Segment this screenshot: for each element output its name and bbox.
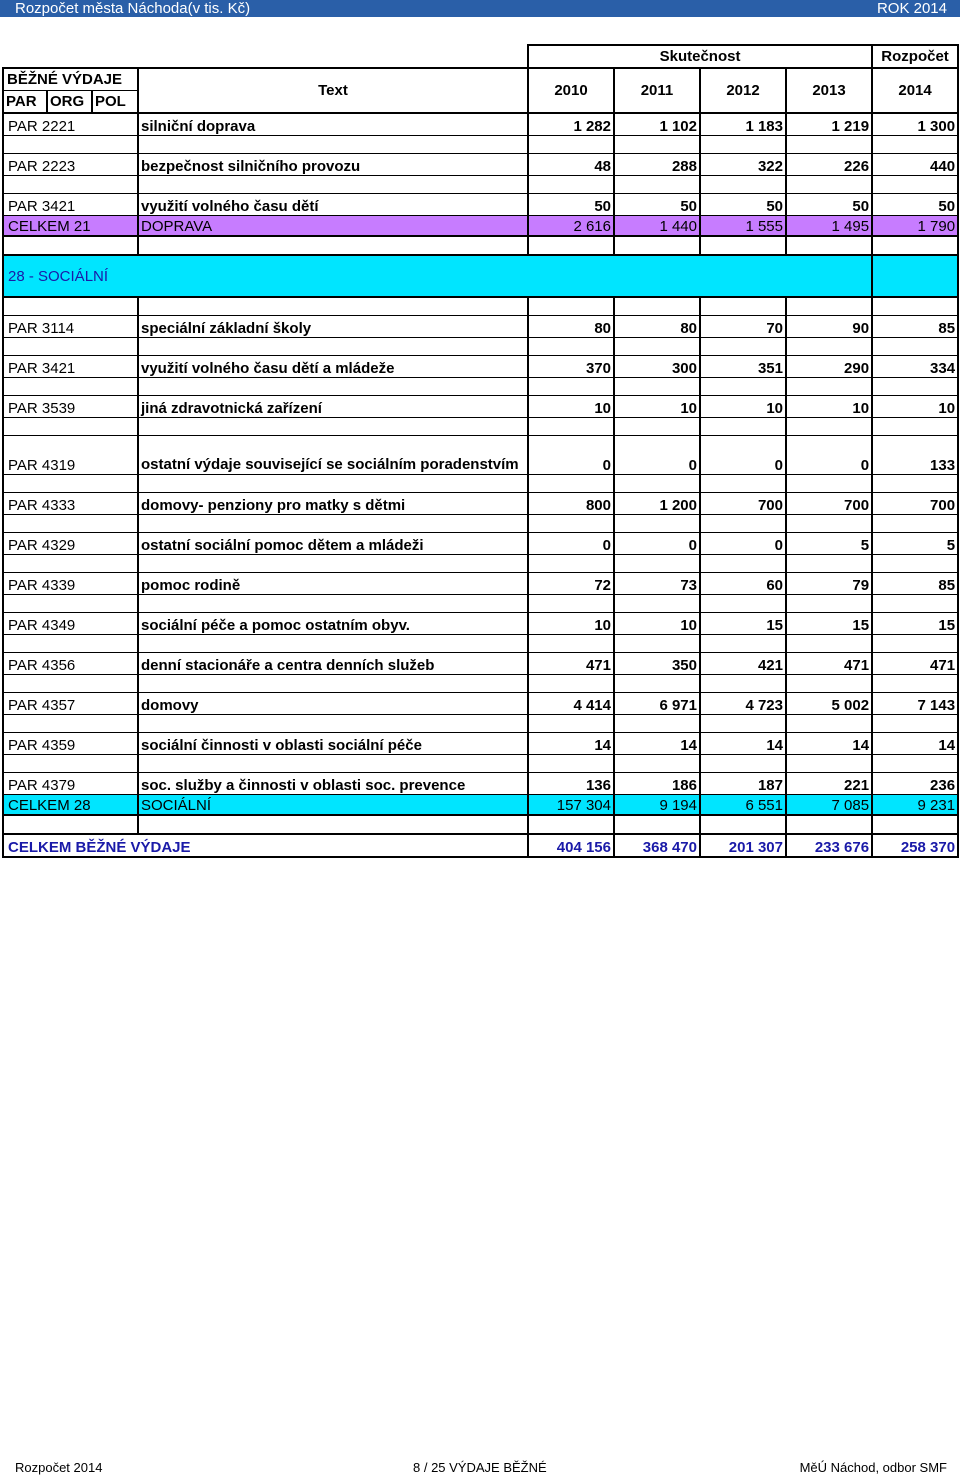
- header-year-2012: 2012: [700, 68, 786, 113]
- table-row: PAR 4319 ostatní výdaje související se sociálním poradenstvím 0 0 0 0 133: [3, 436, 958, 475]
- table-row: PAR 4349 sociální péče a pomoc ostatním obyv. 10 10 15 15 15: [3, 613, 958, 635]
- table-row: PAR 4379 soc. služby a činnosti v oblasti soc. prevence 136 186 187 221 236: [3, 773, 958, 795]
- table-row: PAR 3421 využití volného času dětí 50 50 50 50 50: [3, 194, 958, 216]
- table-row: PAR 4333 domovy- penziony pro matky s dětmi 800 1 200 700 700 700: [3, 493, 958, 515]
- header-year-2011: 2011: [614, 68, 700, 113]
- total-row-21: CELKEM 21 DOPRAVA 2 616 1 440 1 555 1 495 1 790: [3, 216, 958, 237]
- header-year-2010: 2010: [528, 68, 614, 113]
- table-row: PAR 4329 ostatní sociální pomoc dětem a mládeži 0 0 0 5 5: [3, 533, 958, 555]
- table-row: PAR 2221 silniční doprava 1 282 1 102 1 183 1 219 1 300: [3, 113, 958, 136]
- table-row: PAR 4357 domovy 4 414 6 971 4 723 5 002 7 143: [3, 693, 958, 715]
- header-year-2013: 2013: [786, 68, 872, 113]
- table-row: PAR 4339 pomoc rodině 72 73 60 79 85: [3, 573, 958, 595]
- header-par: PAR: [3, 91, 47, 114]
- document-year: ROK 2014: [876, 0, 947, 17]
- header-actual: Skutečnost: [528, 45, 872, 68]
- header-section-title: BĚŽNÉ VÝDAJE: [3, 68, 138, 91]
- grand-total-row: CELKEM BĚŽNÉ VÝDAJE 404 156 368 470 201 307 233 676 258 370: [3, 834, 958, 857]
- header-budget: Rozpočet: [872, 45, 958, 68]
- table-row: PAR 3114 speciální základní školy 80 80 70 90 85: [3, 316, 958, 338]
- footer-right: MěÚ Náchod, odbor SMF: [799, 1460, 947, 1475]
- document-title: Rozpočet města Náchoda(v tis. Kč): [15, 0, 251, 17]
- budget-table: [2, 44, 959, 858]
- header-pol: POL: [92, 91, 138, 114]
- footer-page: 8 / 25 VÝDAJE BĚŽNÉ: [413, 1460, 547, 1475]
- document-header: [0, 0, 960, 17]
- header-text: Text: [138, 68, 528, 113]
- table-row: PAR 2223 bezpečnost silničního provozu 48 288 322 226 440: [3, 154, 958, 176]
- section-header-28: 28 - SOCIÁLNÍ: [3, 255, 958, 297]
- table-row: PAR 3421 využití volného času dětí a mládeže 370 300 351 290 334: [3, 356, 958, 378]
- table-row: PAR 4356 denní stacionáře a centra denních služeb 471 350 421 471 471: [3, 653, 958, 675]
- footer-left: Rozpočet 2014: [15, 1460, 103, 1475]
- table-row: PAR 3539 jiná zdravotnická zařízení 10 10 10 10 10: [3, 396, 958, 418]
- table-row: PAR 4359 sociální činnosti v oblasti sociální péče 14 14 14 14 14: [3, 733, 958, 755]
- header-year-2014: 2014: [872, 68, 958, 113]
- header-org: ORG: [47, 91, 92, 114]
- total-row-28: CELKEM 28 SOCIÁLNÍ 157 304 9 194 6 551 7 085 9 231: [3, 795, 958, 816]
